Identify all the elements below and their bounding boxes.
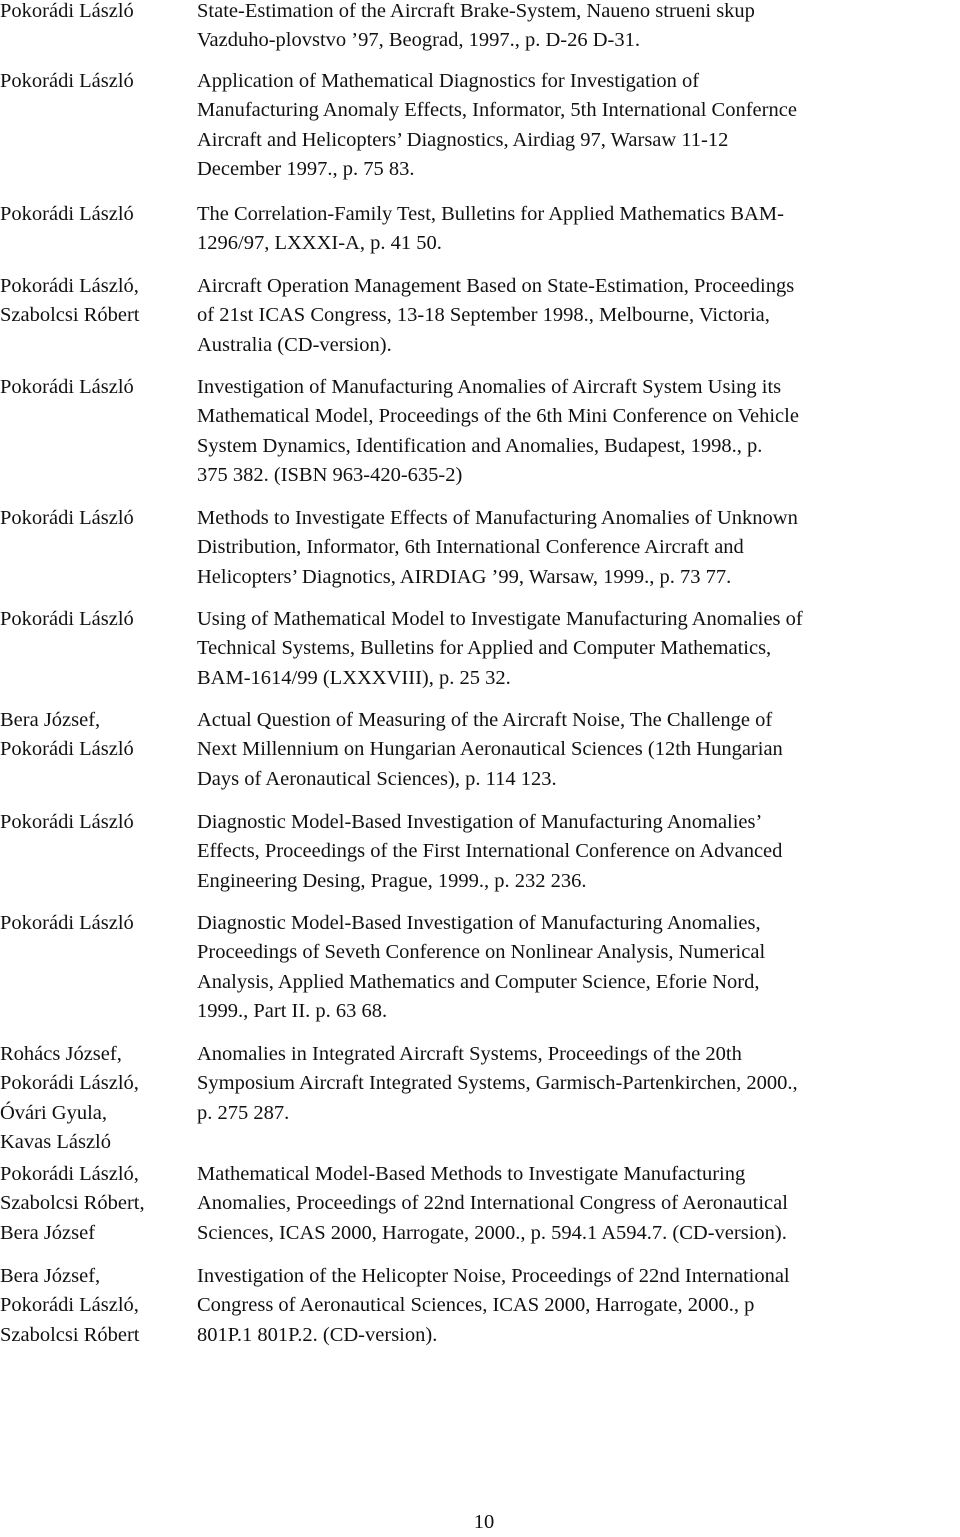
entry-citation: Aircraft Operation Management Based on State-Estimation, Proceedings of 21st ICAS Congress, 13-18 September 1998., Melbourne, Victoria, Australia (CD-version). bbox=[197, 275, 795, 356]
entry-citation: Methods to Investigate Effects of Manufacturing Anomalies of Unknown Distribution, Informator, 6th International Conference Aircraft and Helicopters’ Diagnotics, AIRDIAG ’99, Warsaw, 1999., p. 73 77. bbox=[197, 507, 798, 588]
entry-authors: Pokorádi László, Szabolcsi Róbert bbox=[0, 275, 140, 327]
entry-citation: Mathematical Model-Based Methods to Investigate Manufacturing Anomalies, Proceedings of 22nd International Congress of Aeronautical Sciences, ICAS 2000, Harrogate, 2000., p. 594.1 A594.7. (CD-version). bbox=[197, 1163, 788, 1244]
entry-authors: Bera József, Pokorádi László bbox=[0, 709, 134, 761]
entry-citation: Using of Mathematical Model to Investigate Manufacturing Anomalies of Technical Systems, Bulletins for Applied and Computer Mathematics, BAM-1614/99 (LXXXVIII), p. 25 32. bbox=[197, 608, 803, 689]
entry-citation: Anomalies in Integrated Aircraft Systems, Proceedings of the 20th Symposium Aircraft Integrated Systems, Garmisch-Partenkirchen, 2000., p. 275 287. bbox=[197, 1043, 798, 1124]
entry-citation: Actual Question of Measuring of the Aircraft Noise, The Challenge of Next Millennium on Hungarian Aeronautical Sciences (12th Hungarian Days of Aeronautical Sciences), p. 114 123. bbox=[197, 709, 783, 790]
page-number: 10 bbox=[473, 1511, 495, 1533]
entry-authors: Pokorádi László bbox=[0, 912, 134, 934]
entry-authors: Pokorádi László bbox=[0, 507, 134, 529]
entry-authors: Rohács József, Pokorádi László, Óvári Gyula, Kavas László bbox=[0, 1043, 139, 1153]
entry-authors: Bera József, Pokorádi László, Szabolcsi Róbert bbox=[0, 1265, 140, 1346]
entry-authors: Pokorádi László bbox=[0, 608, 134, 630]
entry-authors: Pokorádi László bbox=[0, 811, 134, 833]
entry-authors: Pokorádi László bbox=[0, 203, 134, 225]
entry-authors: Pokorádi László bbox=[0, 70, 134, 92]
entry-authors: Pokorádi László, Szabolcsi Róbert, Bera József bbox=[0, 1163, 145, 1244]
entry-citation: Diagnostic Model-Based Investigation of Manufacturing Anomalies, Proceedings of Seveth Conference on Nonlinear Analysis, Numerical Analysis, Applied Mathematics and Computer Science, Eforie Nord, 1999., Part II. p. 63 68. bbox=[197, 912, 766, 1022]
entry-citation: The Correlation-Family Test, Bulletins for Applied Mathematics BAM- 1296/97, LXXXI-A, p. 41 50. bbox=[197, 203, 784, 255]
entry-authors: Pokorádi László bbox=[0, 376, 134, 398]
entry-citation: Investigation of the Helicopter Noise, Proceedings of 22nd International Congress of Aeronautical Sciences, ICAS 2000, Harrogate, 2000., p 801P.1 801P.2. (CD-version). bbox=[197, 1265, 790, 1346]
entry-citation: Diagnostic Model-Based Investigation of Manufacturing Anomalies’ Effects, Proceedings of the First International Conference on Advanced Engineering Desing, Prague, 1999., p. 232 236. bbox=[197, 811, 783, 892]
entry-citation: Investigation of Manufacturing Anomalies of Aircraft System Using its Mathematical Model, Proceedings of the 6th Mini Conference on Vehicle System Dynamics, Identification and Anomalies, Budapest, 1998., p. 375 382. (ISBN 963-420-635-2) bbox=[197, 376, 799, 486]
entry-citation: State-Estimation of the Aircraft Brake-System, Naueno strueni skup Vazduho-plovstvo ’97, Beograd, 1997., p. D-26 D-31. bbox=[197, 0, 755, 52]
entry-citation: Application of Mathematical Diagnostics for Investigation of Manufacturing Anomaly Effects, Informator, 5th International Confernce Aircraft and Helicopters’ Diagnostics, Airdiag 97, Warsaw 11-12 December 1997., p. 75 83. bbox=[197, 70, 797, 180]
entry-authors: Pokorádi László bbox=[0, 0, 134, 22]
